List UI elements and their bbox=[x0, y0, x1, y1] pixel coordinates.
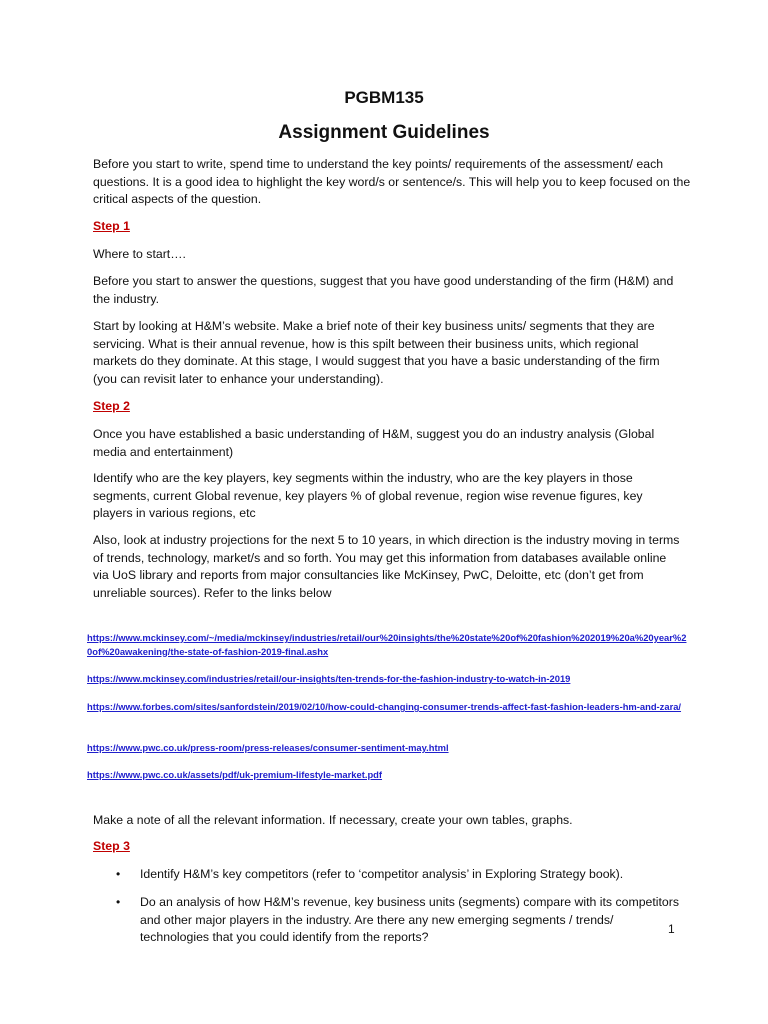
step-3-bullet-1: Identify H&M’s key competitors (refer to ‘competitor analysis’ in Exploring Strategy book). bbox=[140, 867, 624, 881]
reference-link[interactable]: https://www.pwc.co.uk/press-room/press-releases/consumer-sentiment-may.html bbox=[87, 742, 449, 753]
step-2-para-1: Once you have established a basic understanding of H&M, suggest you do an industry analysis (Global media and entertainment) bbox=[93, 427, 655, 459]
reference-link[interactable]: https://www.mckinsey.com/~/media/mckinsey/industries/retail/our%20insights/the%20state%20of%20fashion%202019%20a%20year%20of%20awakening/the-state-of-fashion-2019-final.ashx bbox=[87, 632, 687, 657]
reference-link[interactable]: https://www.mckinsey.com/industries/retail/our-insights/ten-trends-for-the-fashion-industry-to-watch-in-2019 bbox=[87, 673, 571, 684]
step-3-bullet-2: Do an analysis of how H&M’s revenue, key business units (segments) compare with its competitors and other major players in the industry. Are there any new emerging segments / trends/ technologies that you could identify from the reports? bbox=[140, 895, 680, 944]
step-1-heading: Step 1 bbox=[93, 219, 130, 233]
step-3-heading: Step 3 bbox=[93, 839, 130, 853]
step-1-para-1: Before you start to answer the questions, suggest that you have good understanding of the firm (H&M) and the industry. bbox=[93, 274, 674, 306]
intro-paragraph: Before you start to write, spend time to understand the key points/ requirements of the assessment/ each questions. It is a good idea to highlight the key word/s or sentence/s. This will help you to keep focused on the critical aspects of the question. bbox=[93, 157, 691, 206]
step-1-where: Where to start…. bbox=[93, 247, 186, 261]
bullet-marker: • bbox=[116, 895, 121, 909]
page-number: 1 bbox=[668, 922, 675, 936]
course-code: PGBM135 bbox=[344, 88, 424, 107]
note-paragraph: Make a note of all the relevant information. If necessary, create your own tables, graphs. bbox=[93, 813, 573, 827]
step-2-para-2: Identify who are the key players, key segments within the industry, who are the key players in those segments, current Global revenue, key players % of global revenue, region wise revenue figures, key players in various regions, etc bbox=[93, 471, 643, 520]
reference-link[interactable]: https://www.forbes.com/sites/sanfordstein/2019/02/10/how-could-changing-consumer-trends-affect-fast-fashion-leaders-hm-and-zara/ bbox=[87, 701, 682, 712]
reference-link[interactable]: https://www.pwc.co.uk/assets/pdf/uk-premium-lifestyle-market.pdf bbox=[87, 769, 383, 780]
step-2-para-3: Also, look at industry projections for the next 5 to 10 years, in which direction is the industry moving in terms of trends, technology, market/s and so forth. You may get this information from databases available online via UoS library and reports from major consultancies like McKinsey, PwC, Deloitte, etc (don’t get from unreliable sources). Refer to the links below bbox=[93, 533, 680, 600]
page-title: Assignment Guidelines bbox=[278, 122, 490, 143]
bullet-marker: • bbox=[116, 867, 121, 881]
step-2-heading: Step 2 bbox=[93, 399, 130, 413]
step-1-para-2: Start by looking at H&M’s website. Make a brief note of their key business units/ segments that they are servicing. What is their annual revenue, how is this spilt between their business units, which regional markets do they dominate. At this stage, I would suggest that you have a basic understanding of the firm (you can revisit later to enhance your understanding). bbox=[93, 319, 660, 386]
